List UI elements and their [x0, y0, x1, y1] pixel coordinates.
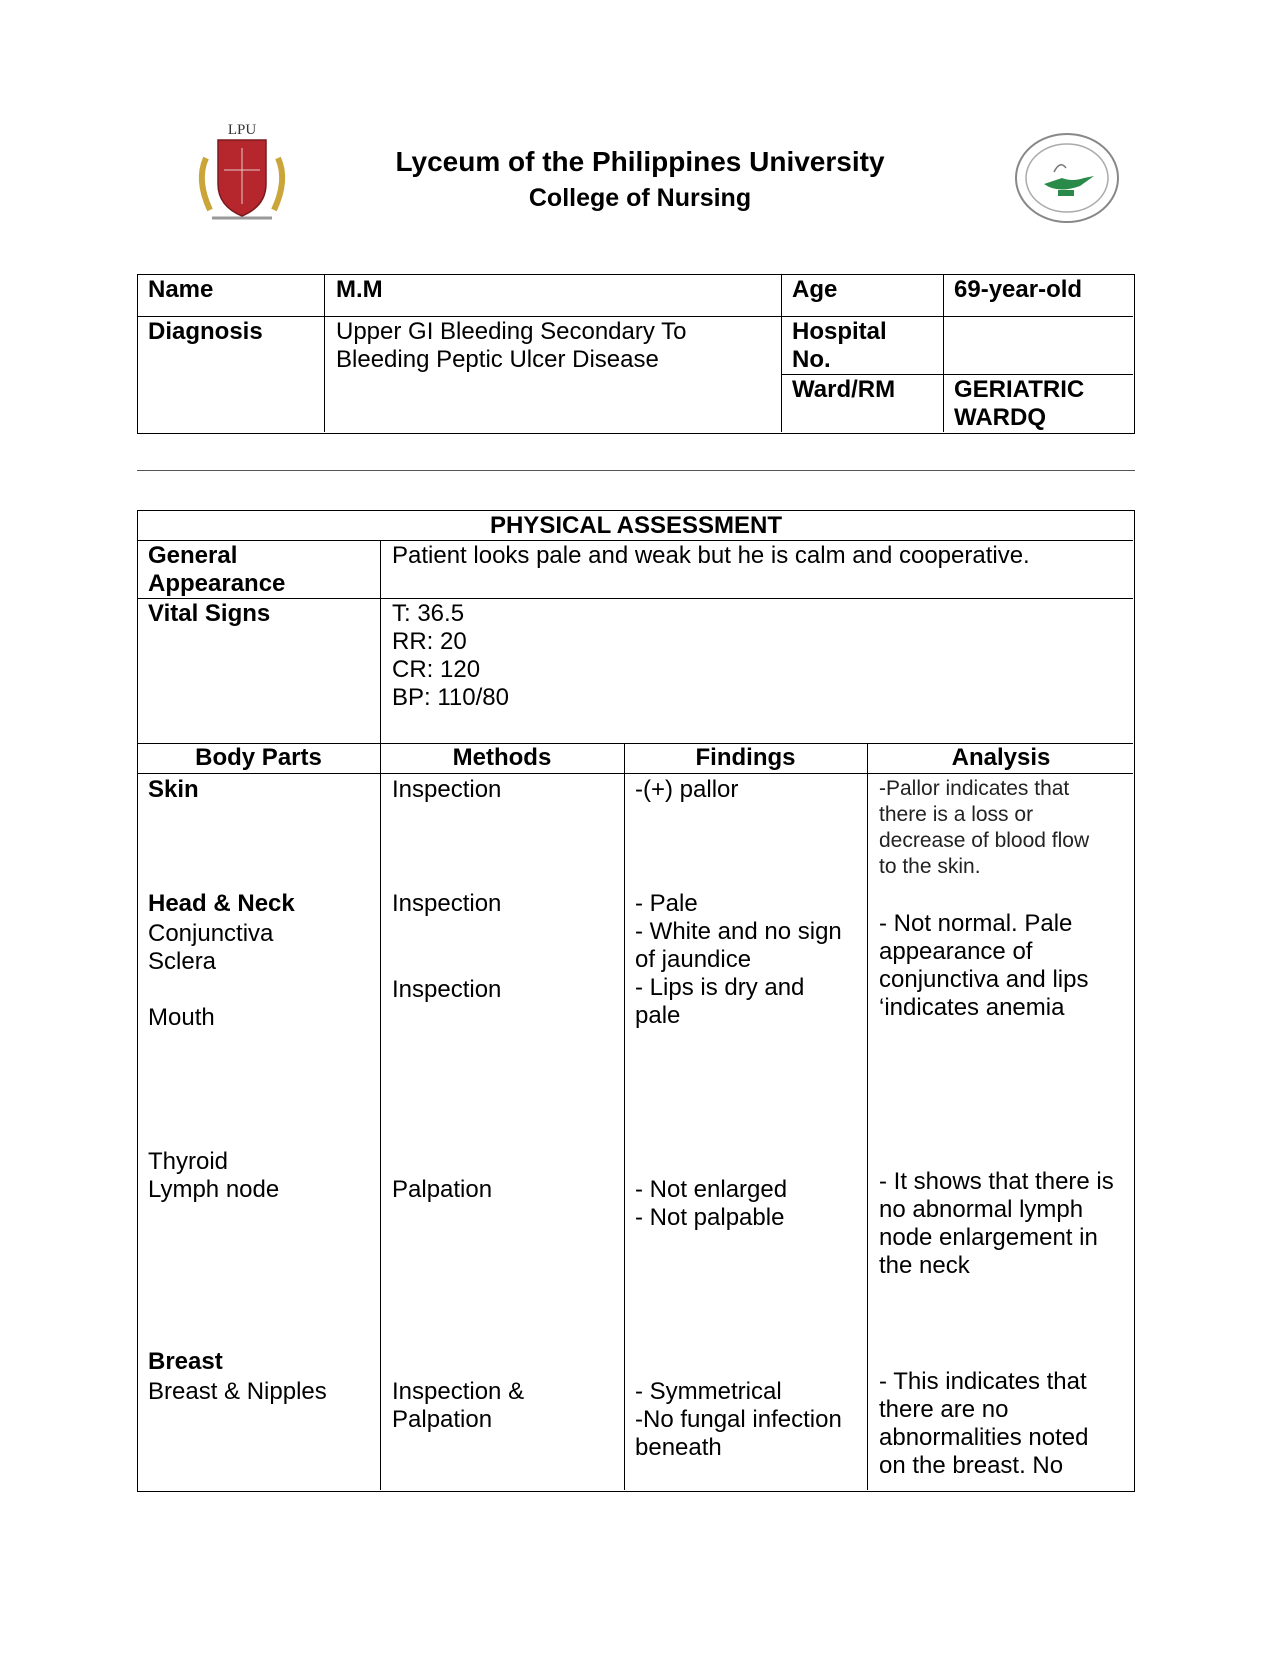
name-value: M.M: [336, 276, 383, 303]
thyroid-analysis: - It shows that there is no abnormal lymph node enlargement in the neck: [879, 1168, 1114, 1279]
lpu-logo-text: LPU: [227, 122, 257, 138]
skin-method: Inspection: [392, 776, 502, 803]
diagnosis-value: Upper GI Bleeding Secondary To Bleeding Peptic Ulcer Disease: [336, 318, 687, 373]
nursing-lamp-seal-icon: [1014, 132, 1120, 224]
head-neck-findings: - Pale - White and no sign of jaundice - Lips is dry and pale: [635, 890, 842, 1029]
vital-signs-label: Vital Signs: [148, 600, 271, 627]
breast-findings: - Symmetrical -No fungal infection beneath: [635, 1378, 842, 1461]
thyroid-parts: Thyroid Lymph node: [148, 1148, 280, 1203]
head-neck-parts: Conjunctiva Sclera Mouth: [148, 920, 274, 1031]
head-neck-analysis: - Not normal. Pale appearance of conjunctiva and lips ‘indicates anemia: [879, 910, 1089, 1021]
head-neck-method-2: Inspection: [392, 976, 502, 1003]
breast-method: Inspection & Palpation: [392, 1378, 525, 1433]
skin-part: Skin: [148, 776, 199, 803]
breast-analysis: - This indicates that there are no abnormalities noted on the breast. No: [879, 1368, 1089, 1479]
diagnosis-label: Diagnosis: [148, 318, 263, 345]
skin-finding: -(+) pallor: [635, 776, 739, 803]
age-label: Age: [792, 276, 838, 303]
breast-parts: Breast & Nipples: [148, 1378, 327, 1405]
general-appearance-label: General Appearance: [148, 542, 286, 597]
thyroid-findings: - Not enlarged - Not palpable: [635, 1176, 788, 1231]
head-neck-method-1: Inspection: [392, 890, 502, 917]
hospital-no-label: Hospital No.: [792, 318, 887, 373]
university-name: Lyceum of the Philippines University: [395, 146, 885, 177]
lpu-crest-icon: [192, 118, 292, 230]
skin-analysis: -Pallor indicates that there is a loss or decrease of blood flow to the skin.: [879, 777, 1090, 878]
vital-signs-value: T: 36.5 RR: 20 CR: 120 BP: 110/80: [392, 600, 509, 711]
col-header-findings: Findings: [695, 744, 796, 771]
college-name: College of Nursing: [528, 184, 752, 212]
breast-heading: Breast: [148, 1348, 223, 1375]
general-appearance-value: Patient looks pale and weak but he is calm and cooperative.: [392, 542, 1030, 569]
ward-value: GERIATRIC WARDQ: [954, 376, 1085, 431]
head-neck-heading: Head & Neck: [148, 890, 295, 917]
name-label: Name: [148, 276, 214, 303]
col-header-body-parts: Body Parts: [195, 744, 322, 771]
col-header-analysis: Analysis: [951, 744, 1051, 771]
separator-line: [137, 470, 1135, 471]
age-value: 69-year-old: [954, 276, 1083, 303]
col-header-methods: Methods: [452, 744, 552, 771]
thyroid-method: Palpation: [392, 1176, 493, 1203]
assessment-title: PHYSICAL ASSESSMENT: [489, 512, 783, 539]
ward-label: Ward/RM: [792, 376, 896, 403]
